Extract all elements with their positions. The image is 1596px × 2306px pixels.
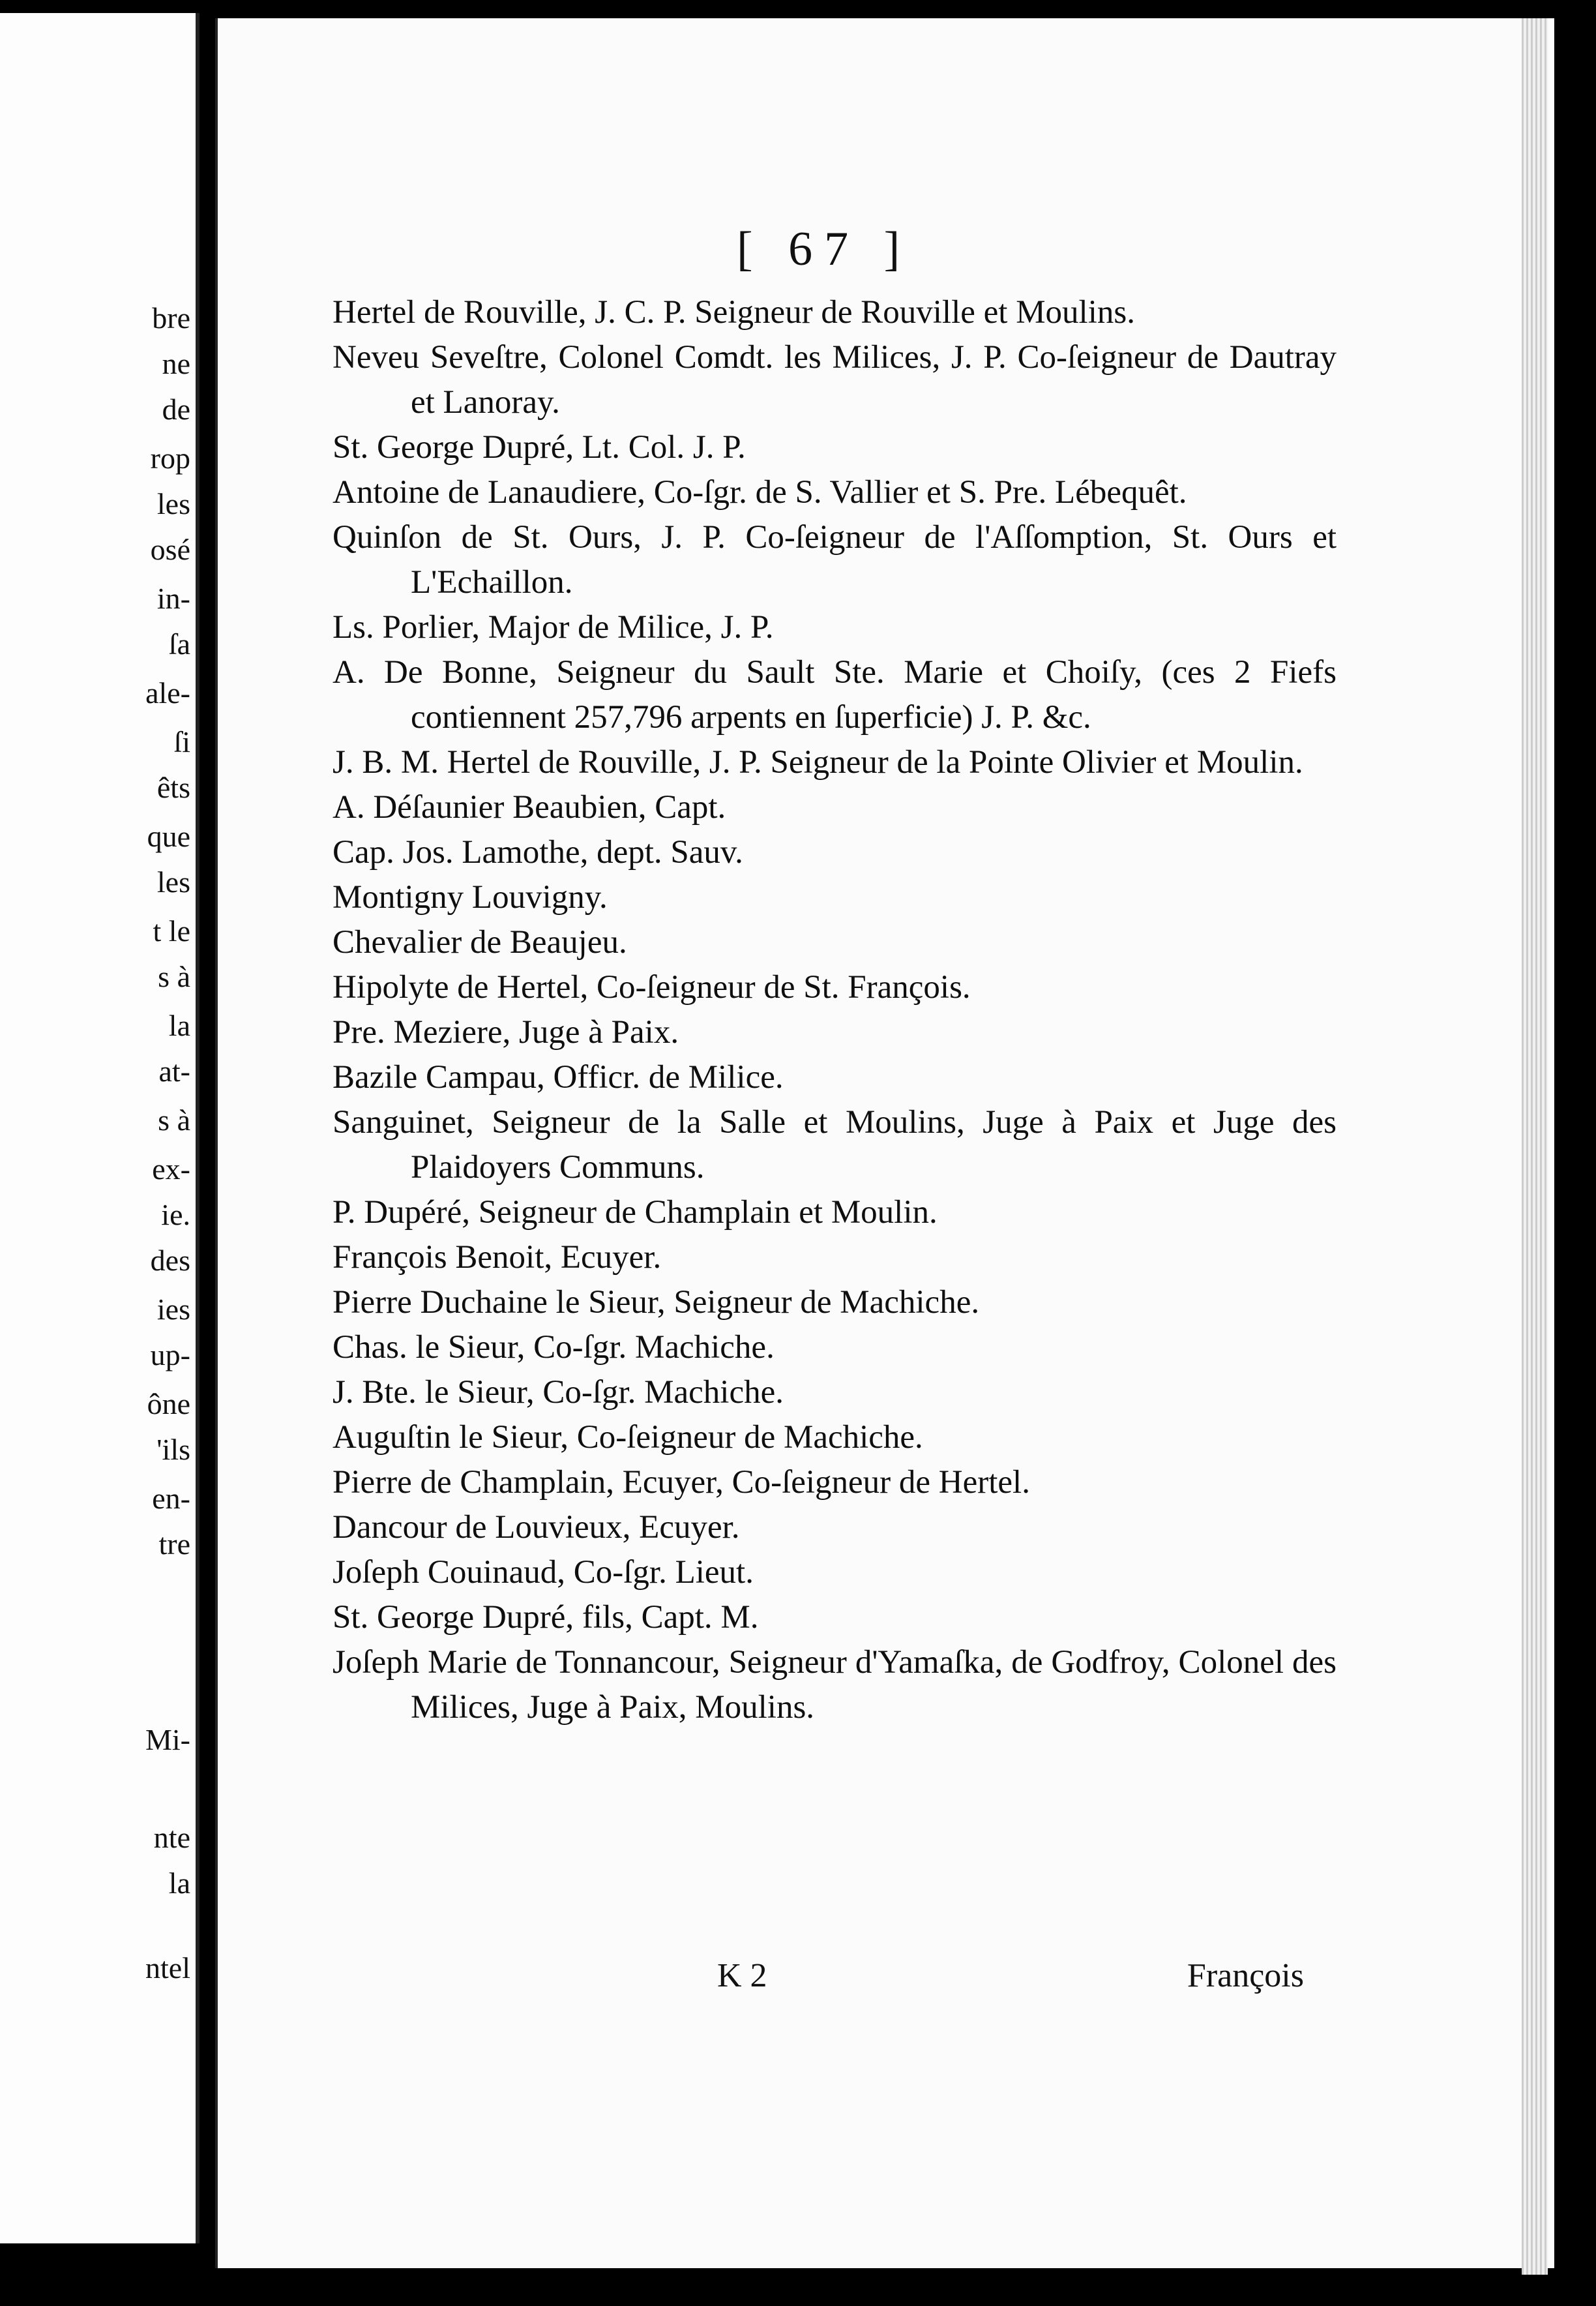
page-number: [ 67 ] — [737, 222, 912, 276]
previous-page-text-fragment: ie. — [161, 1198, 190, 1231]
list-entry: A. Déſaunier Beaubien, Capt. — [332, 789, 726, 826]
previous-page-text-fragment: ſa — [168, 627, 190, 661]
previous-page-text-fragment: êts — [156, 771, 190, 804]
list-entry: François Benoit, Ecuyer. — [332, 1239, 662, 1276]
previous-page-text-fragment: t le — [153, 914, 190, 948]
signature-mark: K 2 — [717, 1957, 767, 1994]
previous-page-text-fragment: nte — [153, 1821, 190, 1854]
previous-page-text-fragment: de — [162, 393, 190, 426]
list-entry: Chas. le Sieur, Co-ſgr. Machiche. — [332, 1329, 775, 1366]
list-entry: Pierre Duchaine le Sieur, Seigneur de Machiche. — [332, 1284, 980, 1321]
list-entry: Hipolyte de Hertel, Co-ſeigneur de St. François. — [332, 969, 971, 1006]
previous-page-text-fragment: at- — [158, 1055, 190, 1088]
list-entry: Quinſon de St. Ours, J. P. Co-ſeigneur de l'Aſſomption, St. Ours et L'Echaillon. — [332, 519, 1337, 601]
list-entry: A. De Bonne, Seigneur du Sault Ste. Marie et Choiſy, (ces 2 Fiefs contiennent 257,796 arpents en ſuperficie) J. P. &c. — [332, 654, 1337, 736]
previous-page-text-fragment: s à — [158, 1103, 190, 1137]
list-entry: Pierre de Champlain, Ecuyer, Co-ſeigneur de Hertel. — [332, 1464, 1030, 1501]
list-entry: Pre. Meziere, Juge à Paix. — [332, 1014, 679, 1051]
previous-page-text-fragment: 'ils — [156, 1433, 190, 1466]
list-entry: Hertel de Rouville, J. C. P. Seigneur de Rouville et Moulins. — [332, 294, 1135, 331]
page-edge — [1522, 18, 1548, 2275]
previous-page-text-fragment: les — [156, 487, 190, 520]
list-entry: P. Dupéré, Seigneur de Champlain et Moulin. — [332, 1194, 938, 1231]
previous-page-text-fragment: tre — [158, 1527, 190, 1561]
previous-page-text-fragment: ies — [156, 1293, 190, 1326]
list-entry: Joſeph Marie de Tonnancour, Seigneur d'Yamaſka, de Godfroy, Colonel des Milices, Juge à Paix, Moulins. — [332, 1644, 1337, 1726]
list-entry: Neveu Seveſtre, Colonel Comdt. les Milices, J. P. Co-ſeigneur de Dautray et Lanoray. — [332, 339, 1337, 421]
list-entry: St. George Dupré, fils, Capt. M. — [332, 1599, 759, 1636]
previous-page-text-fragment: in- — [156, 582, 190, 615]
list-entry: Bazile Campau, Officr. de Milice. — [332, 1059, 784, 1096]
previous-page-text-fragment: ône — [147, 1387, 190, 1420]
list-entry: Sanguinet, Seigneur de la Salle et Moulins, Juge à Paix et Juge des Plaidoyers Communs. — [332, 1104, 1337, 1186]
list-entry: J. B. M. Hertel de Rouville, J. P. Seigneur de la Pointe Olivier et Moulin. — [332, 744, 1303, 781]
previous-page-text-fragment: en- — [152, 1482, 190, 1515]
list-entry: J. Bte. le Sieur, Co-ſgr. Machiche. — [332, 1374, 784, 1411]
previous-page-text-fragment: les — [156, 865, 190, 899]
previous-page-text-fragment: bre — [152, 301, 190, 335]
catchword: François — [1187, 1957, 1304, 1994]
previous-page-text-fragment: s à — [158, 960, 190, 993]
previous-page-text-fragment: ex- — [152, 1152, 190, 1186]
previous-page-text-fragment: osé — [150, 533, 190, 566]
previous-page-text-fragment: ne — [162, 347, 190, 380]
previous-page-text-fragment: la — [168, 1009, 190, 1042]
previous-page-text-fragment: Mi- — [145, 1723, 190, 1756]
list-entry: St. George Dupré, Lt. Col. J. P. — [332, 429, 746, 466]
list-entry: Montigny Louvigny. — [332, 879, 608, 916]
previous-page-text-fragment: up- — [150, 1338, 190, 1371]
previous-page-text-fragment: ale- — [145, 676, 190, 710]
list-entry: Ls. Porlier, Major de Milice, J. P. — [332, 609, 774, 646]
list-entry: Joſeph Couinaud, Co-ſgr. Lieut. — [332, 1554, 754, 1591]
list-entry: Dancour de Louvieux, Ecuyer. — [332, 1509, 740, 1546]
list-entry: Antoine de Lanaudiere, Co-ſgr. de S. Vallier et S. Pre. Lébequêt. — [332, 474, 1187, 511]
previous-page-text-fragment: rop — [150, 442, 190, 475]
previous-page-text-fragment: la — [168, 1866, 190, 1900]
previous-page-text-fragment: que — [147, 820, 190, 853]
previous-page-text-fragment: ntel — [145, 1951, 190, 1984]
entry-list — [332, 290, 1337, 1730]
list-entry: Auguſtin le Sieur, Co-ſeigneur de Machiche. — [332, 1419, 923, 1456]
previous-page-text-fragment: ſi — [173, 725, 190, 758]
list-entry: Chevalier de Beaujeu. — [332, 924, 627, 961]
list-entry: Cap. Jos. Lamothe, dept. Sauv. — [332, 834, 743, 871]
previous-page-text-fragment: des — [150, 1244, 190, 1277]
previous-page-fragment — [0, 13, 200, 2243]
page-footer — [717, 1956, 1304, 2002]
